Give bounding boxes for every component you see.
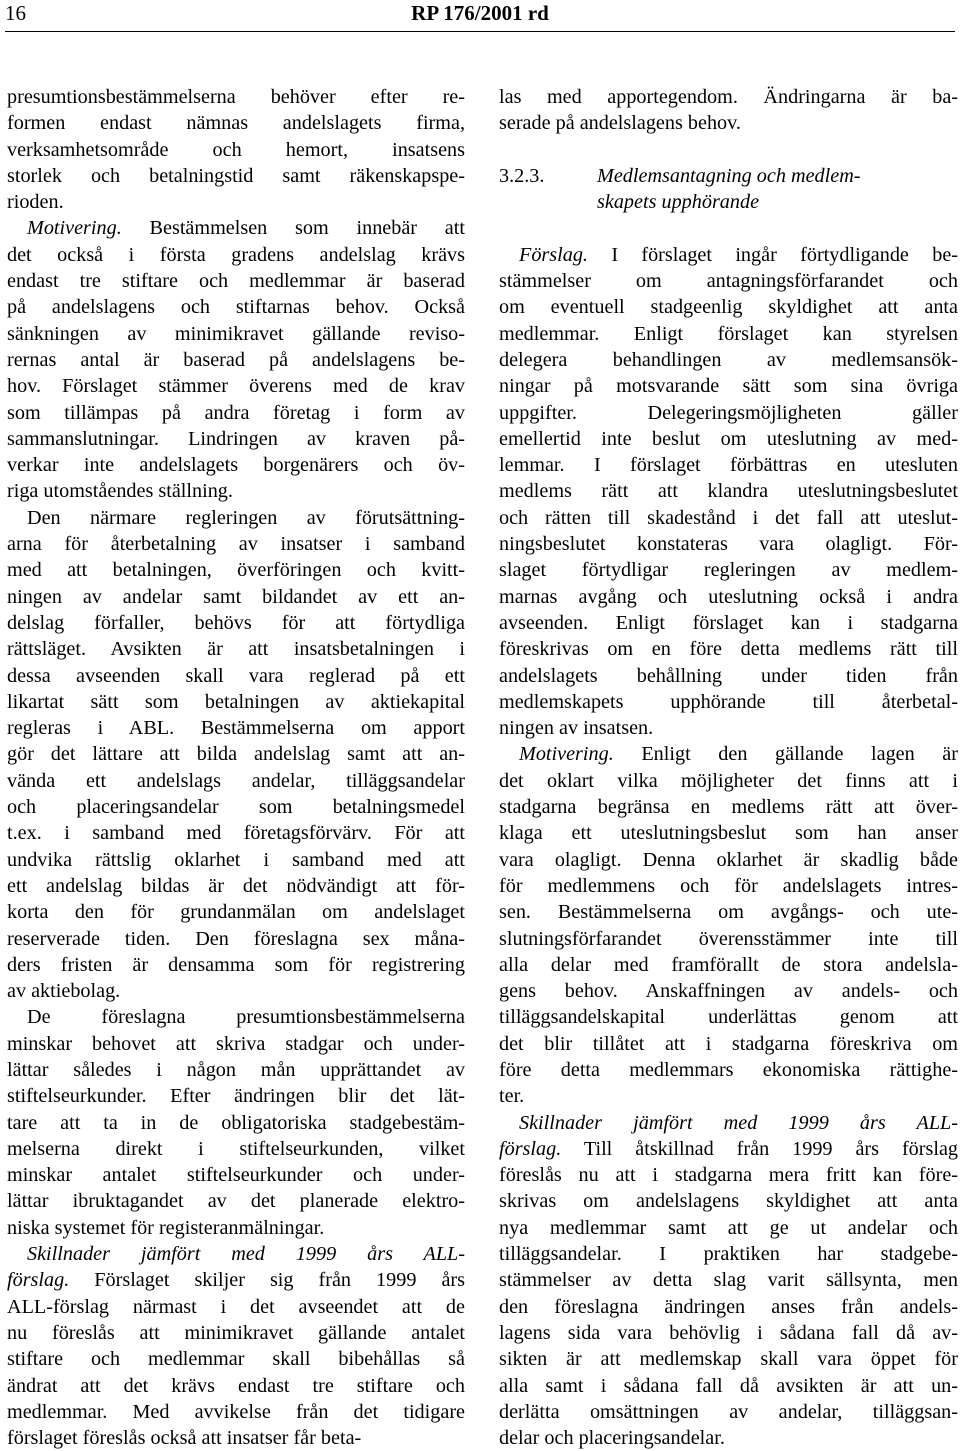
text-line: marnas avgång och uteslutning också i andra [499, 585, 958, 608]
text-line: ningar på motsvarande sätt som sina övriga [499, 375, 958, 398]
text-line: rättsläget. Avsikten är att insatsbetalningen i [7, 638, 465, 661]
text-line: ningen av andelar samt bildandet av ett an- [7, 585, 465, 608]
text-line: före detta medlemmars ekonomiska rättighe- [499, 1058, 958, 1081]
text-line: lättar ibruktagandet av det planerade elektro- [7, 1190, 465, 1213]
text-line: och placeringsandelar som betalningsmedel [7, 796, 465, 819]
text-line: med att betalningen, överföringen och kvitt- [7, 559, 465, 582]
text-line: vända ett andelslags andelar, tilläggsandelar [7, 769, 465, 792]
spacer [499, 137, 958, 163]
text-line: föreskrivas om en före detta medlems rätt till [499, 638, 958, 661]
text-line: slutningsförfarandet överensstämmer inte till [499, 927, 958, 950]
text-line: tilläggsandelar. I praktiken har stadgebe- [499, 1243, 958, 1266]
text-line: ALL-förslag närmast i det avseendet att de [7, 1295, 465, 1318]
running-title: RP 176/2001 rd [411, 1, 549, 25]
text-line: medlemskapets upphörande till återbetal- [499, 690, 958, 713]
text-line: stämmelser av detta slag varit sällsynta, men [499, 1269, 958, 1292]
text-line: det oklart vilka möjligheter det finns att i [499, 769, 958, 792]
text-line: alla delar med framförallt de stora andelsla- [499, 953, 958, 976]
text-line: undvika rättslig oklarhet i samband med att [7, 848, 465, 871]
header-rule [5, 31, 955, 32]
text-line: förslaget föreslås också att insatser får beta- [7, 1427, 362, 1450]
text-line: andelslagets behållning under tiden från [499, 664, 958, 687]
text-line: hov. Förslaget stämmer överens med de krav [7, 375, 465, 398]
text-line: verkar inte andelslagets borgenärers och öv- [7, 454, 465, 477]
text-line: Motivering. Enligt den gällande lagen är [519, 743, 958, 766]
text-line: ningen av insatsen. [499, 717, 654, 740]
text-line: ett andelslag bildas är det nödvändigt att för- [7, 874, 465, 897]
text-line: alla samt i sådana fall då avsikten är att un- [499, 1374, 958, 1397]
text-line: riga utomståendes ställning. [7, 480, 233, 503]
text-line: på andelslagens och stiftarnas behov. Också [7, 296, 465, 319]
text-line: av aktiebolag. [7, 980, 121, 1003]
text-line: stiftelseurkunder. Efter ändringen blir det lät- [7, 1085, 465, 1108]
text-line: formen endast nämnas andelslagets firma, [7, 112, 465, 135]
text-line: serade på andelslagens behov. [499, 112, 741, 135]
text-line: medlemmar. Enligt förslaget kan styrelsen [499, 322, 958, 345]
text-line: reserverade tiden. Den föreslagna sex måna- [7, 927, 465, 950]
text-line: dessa avseenden skall vara reglerad på ett [7, 664, 465, 687]
spacer [499, 215, 958, 241]
text-line: sikten är att medlemskap skall vara öppet för [499, 1348, 958, 1371]
text-line: sammanslutningar. Lindringen av kraven på- [7, 427, 465, 450]
text-line: klaga ett uteslutningsbeslut som han anser [499, 822, 958, 845]
text-line: Skillnader jämfört med 1999 års ALL- [27, 1243, 465, 1266]
text-line: likartat sätt som betalningen av aktiekapital [7, 690, 465, 713]
text-line: arna för återbetalning av insatser i samband [7, 533, 465, 556]
text-line: De föreslagna presumtionsbestämmelserna [27, 1006, 465, 1029]
text-line: den föreslagna ändringen anses från andels- [499, 1295, 958, 1318]
section-heading-cont: skapets upphörande [597, 191, 760, 214]
text-line: stadgarna begränsa en medlems rätt att över- [499, 796, 958, 819]
section-title: Medlemsantagning och medlem- [597, 164, 861, 187]
text-line: derlätta omsättningen av andelar, tilläggsan- [499, 1400, 958, 1423]
text-line: emellertid inte beslut om uteslutning av med- [499, 427, 958, 450]
text-line: gens behov. Anskaffningen av andels- och [499, 980, 958, 1003]
text-line: nya medlemmar samt att ge ut andelar och [499, 1216, 958, 1239]
text-line: Förslag. I förslaget ingår förtydligande be- [519, 243, 958, 266]
text-line: rernas antal är baserad på andelslagens be- [7, 348, 465, 371]
text-line: det också i första gradens andelslag krävs [7, 243, 465, 266]
text-line: sänkningen av minimikravet gällande reviso- [7, 322, 465, 345]
text-line: avseenden. Enligt förslaget kan i stadgarna [499, 611, 958, 634]
text-line: lagens sida vara behövlig i sådana fall då av- [499, 1321, 958, 1344]
text-line: delar och placeringsandelar. [499, 1427, 725, 1450]
text-line: ändrat att det krävs endast tre stiftare och [7, 1374, 465, 1397]
text-line: tilläggsandelskapital underlättas genom att [499, 1006, 958, 1029]
text-line: lättar således i någon mån upprättandet av [7, 1058, 465, 1081]
text-line: korta den för grundanmälan om andelslaget [7, 901, 465, 924]
text-line: minskar antalet stiftelseurkunder och under- [7, 1164, 465, 1187]
text-line: om eventuell stadgeenlig skyldighet att anta [499, 296, 958, 319]
text-line: Den närmare regleringen av förutsättning- [27, 506, 465, 529]
text-line: ter. [499, 1085, 525, 1108]
text-line: nu föreslås att minimikravet gällande antalet [7, 1321, 465, 1344]
text-line: tare att ta in de obligatoriska stadgebestäm- [7, 1111, 465, 1134]
text-line: uppgifter. Delegeringsmöjligheten gäller [499, 401, 958, 424]
text-line: medlems rätt att klandra uteslutningsbeslutet [499, 480, 958, 503]
text-line: ders fristen är densamma som för registrering [7, 953, 465, 976]
text-line: verksamhetsområde och hemort, insatsens [7, 138, 465, 161]
right-column-body [499, 242, 958, 1451]
text-line: regleras i ABL. Bestämmelserna om apport [7, 717, 465, 740]
text-line: melserna direkt i stiftelseurkunden, vilket [7, 1137, 465, 1160]
text-line: storlek och betalningstid samt räkenskapspe- [7, 164, 465, 187]
text-line: förslag. Förslaget skiljer sig från 1999 års [7, 1269, 465, 1292]
text-line: lemmar. I förslaget förbättras en utesluten [499, 454, 958, 477]
text-line: gör det lättare att bilda andelslag samt att an- [7, 743, 465, 766]
page-number: 16 [5, 1, 26, 25]
text-line: föreslås nu att i stadgarna mera fritt kan före- [499, 1164, 958, 1187]
text-line: slaget förtydligar regleringen av medlem- [499, 559, 958, 582]
text-line: Skillnader jämfört med 1999 års ALL- [519, 1111, 958, 1134]
text-line: endast tre stiftare och medlemmar är baserad [7, 270, 465, 293]
text-line: skrivas om andelslagens skyldighet att anta [499, 1190, 958, 1213]
text-line: medlemmar. Med avvikelse från det tidigare [7, 1400, 465, 1423]
text-line: som tillämpas på andra företag i form av [7, 401, 465, 424]
text-line: för medlemmens och för andelslagets intres- [499, 874, 958, 897]
text-line: delslag förfaller, behövs för att förtydliga [7, 611, 465, 634]
section-heading [499, 163, 958, 189]
text-line: delegera behandlingen av medlemsansök- [499, 348, 958, 371]
left-column [7, 84, 465, 1451]
text-line: t.ex. i samband med företagsförvärv. För att [7, 822, 465, 845]
text-line: minskar behovet att skriva stadgar och under- [7, 1032, 465, 1055]
text-line: Motivering. Bestämmelsen som innebär att [27, 217, 465, 240]
text-line: ningsbeslutet konstateras vara olagligt. För- [499, 533, 958, 556]
text-line: vara olagligt. Denna oklarhet är skadlig både [499, 848, 958, 871]
text-line: och rätten till skadestånd i det fall att uteslut- [499, 506, 958, 529]
text-line: sen. Bestämmelserna om avgångs- och ute- [499, 901, 958, 924]
text-line: förslag. Till åtskillnad från 1999 års förslag [499, 1137, 958, 1160]
text-line: rioden. [7, 191, 64, 214]
section-number: 3.2.3. [499, 164, 545, 187]
text-line: presumtionsbestämmelserna behöver efter re- [7, 86, 465, 108]
right-column [499, 84, 958, 1451]
text-line: niska systemet för registeranmälningar. [7, 1216, 325, 1239]
text-line: det blir tillåtet att i stadgarna föreskriva om [499, 1032, 958, 1055]
text-line: stiftare och medlemmar skall bibehållas så [7, 1348, 465, 1371]
text-line: stämmelser om antagningsförfarandet och [499, 270, 958, 293]
text-line: las med apportegendom. Ändringarna är ba- [499, 86, 958, 108]
page-header [0, 0, 960, 30]
